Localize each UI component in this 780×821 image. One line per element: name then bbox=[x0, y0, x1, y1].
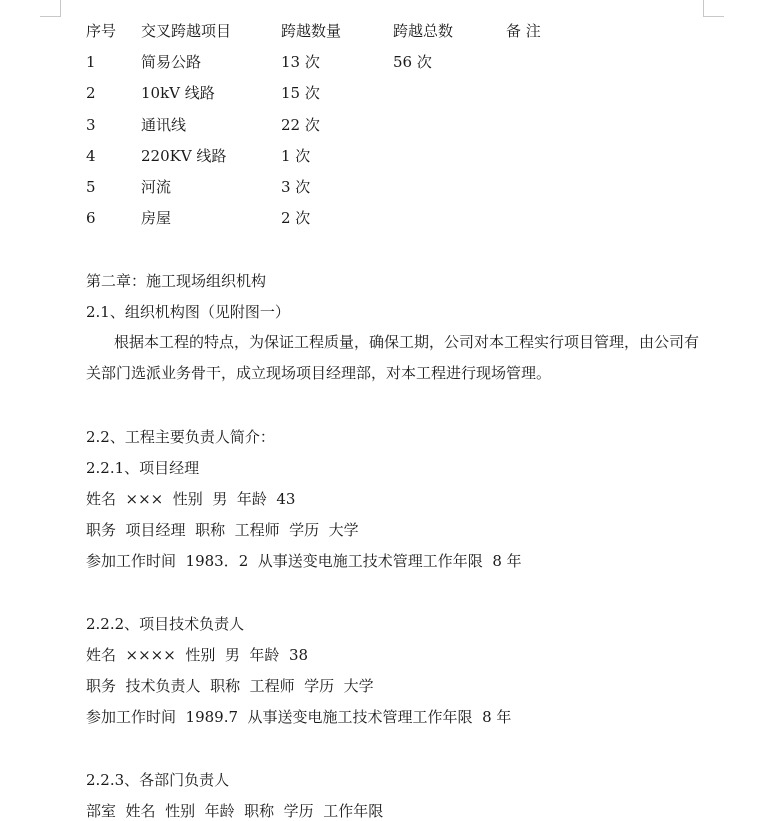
tech-lead-info-line-2: 职务 技术负责人 职称 工程师 学历 大学 bbox=[86, 677, 374, 695]
section-2-2-1-heading: 2.2.1、项目经理 bbox=[86, 459, 200, 477]
header-remark: 备 注 bbox=[506, 22, 541, 40]
page-corner-mark-right bbox=[703, 0, 724, 17]
row-item: 通讯线 bbox=[141, 116, 187, 134]
chapter-title: 第二章：施工现场组织机构 bbox=[86, 272, 267, 290]
row-item: 220KV 线路 bbox=[141, 147, 227, 165]
page-corner-mark-left bbox=[40, 0, 61, 17]
manager-info-line-3: 参加工作时间 1983．2 从事送变电施工技术管理工作年限 8 年 bbox=[86, 552, 522, 570]
row-item: 简易公路 bbox=[141, 53, 202, 71]
row-count: 1 次 bbox=[281, 147, 311, 165]
section-2-2-heading: 2.2、工程主要负责人简介： bbox=[86, 428, 275, 446]
row-index: 1 bbox=[86, 53, 96, 71]
row-item: 房屋 bbox=[141, 209, 172, 227]
row-index: 5 bbox=[86, 178, 96, 196]
row-count: 22 次 bbox=[281, 116, 320, 134]
row-item: 河流 bbox=[141, 178, 172, 196]
row-index: 3 bbox=[86, 116, 96, 134]
tech-lead-info-line-1: 姓名 ×××× 性别 男 年龄 38 bbox=[86, 646, 309, 664]
row-index: 4 bbox=[86, 147, 96, 165]
row-count: 2 次 bbox=[281, 209, 311, 227]
organization-paragraph: 根据本工程的特点，为保证工程质量，确保工期，公司对本工程实行项目管理，由公司有关部门选派业务骨干，成立现场项目经理部，对本工程进行现场管理。 bbox=[86, 333, 700, 382]
row-index: 2 bbox=[86, 84, 96, 102]
row-index: 6 bbox=[86, 209, 96, 227]
row-count: 3 次 bbox=[281, 178, 311, 196]
row-count: 15 次 bbox=[281, 84, 320, 102]
header-index: 序号 bbox=[86, 22, 117, 40]
tech-lead-info-line-3: 参加工作时间 1989.7 从事送变电施工技术管理工作年限 8 年 bbox=[86, 708, 512, 726]
header-crossing-count: 跨越数量 bbox=[281, 22, 342, 40]
manager-info-line-1: 姓名 ××× 性别 男 年龄 43 bbox=[86, 490, 296, 508]
header-crossing-item: 交叉跨越项目 bbox=[141, 22, 232, 40]
section-2-1-heading: 2.1、组织机构图（见附图一） bbox=[86, 303, 290, 321]
department-heads-header-line: 部室 姓名 性别 年龄 职称 学历 工作年限 bbox=[86, 802, 384, 820]
manager-info-line-2: 职务 项目经理 职称 工程师 学历 大学 bbox=[86, 521, 359, 539]
section-2-2-2-heading: 2.2.2、项目技术负责人 bbox=[86, 615, 245, 633]
section-2-2-3-heading: 2.2.3、各部门负责人 bbox=[86, 771, 230, 789]
row-total: 56 次 bbox=[393, 53, 432, 71]
row-item: 10kV 线路 bbox=[141, 84, 215, 102]
row-count: 13 次 bbox=[281, 53, 320, 71]
header-crossing-total: 跨越总数 bbox=[393, 22, 454, 40]
